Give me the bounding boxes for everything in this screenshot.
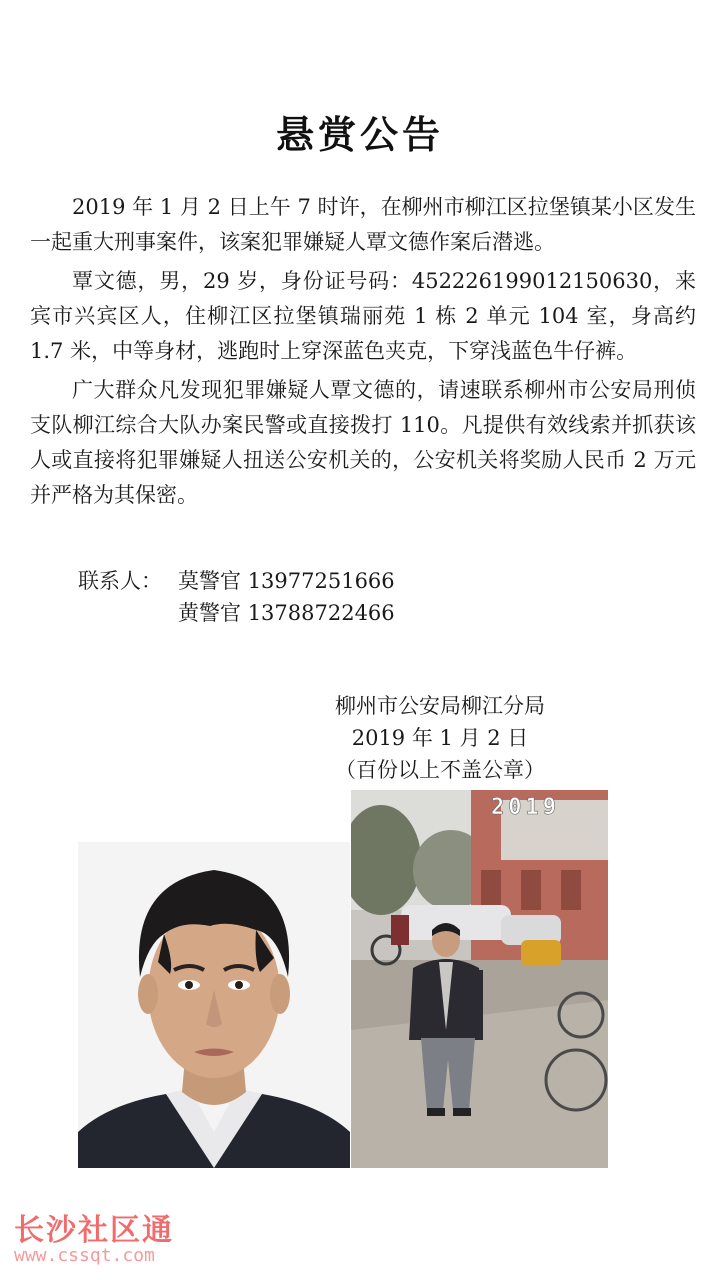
portrait-illustration bbox=[78, 842, 350, 1168]
watermark-brand-logo: 长沙社区通 bbox=[14, 1213, 174, 1248]
paragraph-reward: 广大群众凡发现犯罪嫌疑人覃文德的，请速联系柳州市公安局刑侦支队柳江综合大队办案民警或直接拨打 110。凡提供有效线索并抓获该人或直接将犯罪嫌疑人扭送公安机关的，公安机关将奖励人民币 2 万元并严格为其保密。 bbox=[30, 378, 696, 507]
contacts-block bbox=[78, 565, 395, 629]
paragraph-incident: 2019 年 1 月 2 日上午 7 时许，在柳州市柳江区拉堡镇某小区发生一起重大刑事案件，该案犯罪嫌疑人覃文德作案后潜逃。 bbox=[30, 195, 696, 254]
suspect-portrait-photo bbox=[78, 842, 350, 1168]
cctv-illustration bbox=[351, 790, 608, 1168]
contact-row-mo bbox=[78, 565, 395, 597]
notice-body bbox=[30, 190, 696, 517]
contacts-label: 联系人： bbox=[78, 569, 162, 593]
cctv-surveillance-photo bbox=[351, 790, 608, 1168]
issuer-name: 柳州市公安局柳江分局 bbox=[335, 694, 545, 718]
contact-phone: 13788722466 bbox=[247, 601, 395, 625]
watermark-url: www.cssqt.com bbox=[14, 1245, 155, 1266]
contact-name: 黄警官 bbox=[178, 601, 241, 625]
cctv-timestamp: 2019 bbox=[491, 795, 560, 820]
seal-note: （百份以上不盖公章） bbox=[335, 758, 545, 782]
contact-phone: 13977251666 bbox=[247, 569, 395, 593]
issue-date: 2019 年 1 月 2 日 bbox=[351, 726, 529, 750]
notice-title: 悬赏公告 bbox=[275, 113, 444, 157]
contact-row-huang bbox=[78, 597, 395, 629]
paragraph-suspect-description: 覃文德，男，29 岁，身份证号码：452226199012150630，来宾市兴宾区人，住柳江区拉堡镇瑞丽苑 1 栋 2 单元 104 室，身高约 1.7 米，中等身材，逃跑时上穿深蓝色夹克，下穿浅蓝色牛仔裤。 bbox=[30, 269, 696, 363]
contact-name: 莫警官 bbox=[178, 569, 241, 593]
signature-block bbox=[290, 690, 590, 786]
